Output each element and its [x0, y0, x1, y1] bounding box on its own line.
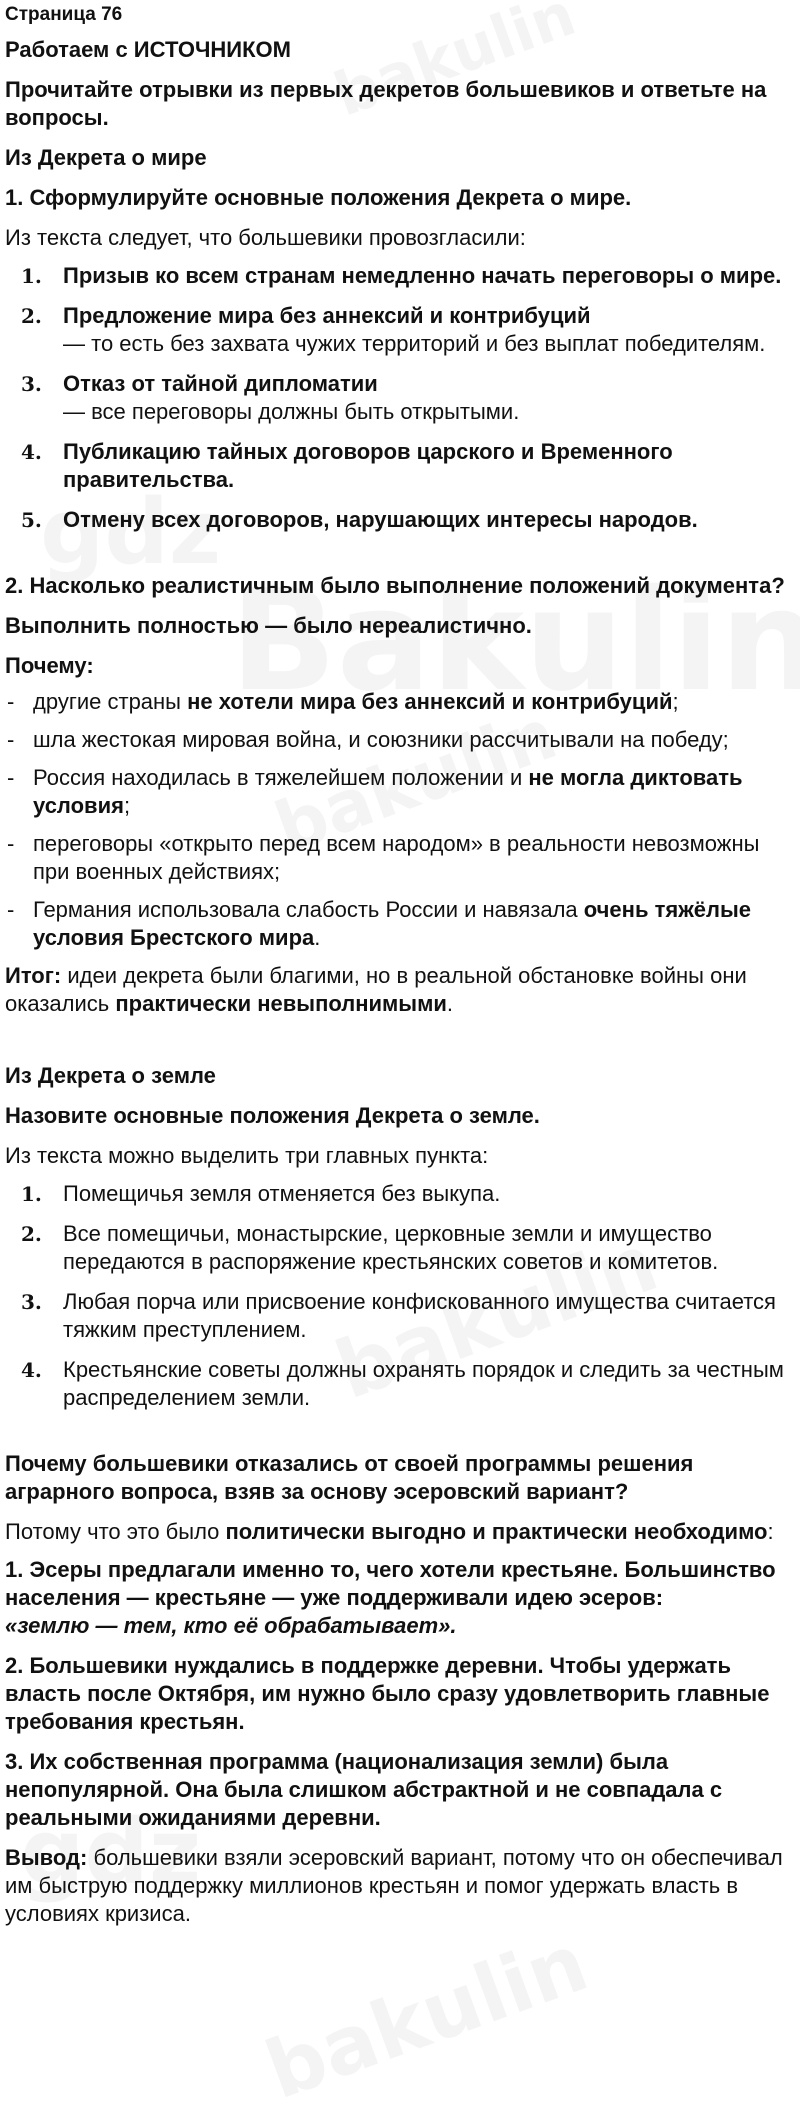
list-item: 2. Все помещичьи, монастырские, церковные земли и имущество передаются в распоряжение крестьянских советов и комитетов.	[21, 1221, 719, 1274]
agrarian-question: Почему большевики отказались от своей программы решения аграрного вопроса, взяв за основу эсеровский вариант?	[5, 1451, 694, 1504]
agrarian-intro: Потому что это было политически выгодно и практически необходимо:	[5, 1519, 774, 1544]
task-text: Прочитайте отрывки из первых декретов большевиков и ответьте на вопросы.	[5, 77, 767, 130]
list-number: 5.	[21, 508, 42, 532]
land-intro: Из текста можно выделить три главных пункта:	[5, 1143, 489, 1168]
list-number: 3.	[21, 1290, 42, 1314]
peace-provisions-list	[5, 262, 795, 534]
list-number: 4.	[21, 1358, 42, 1382]
list-number: 3.	[21, 372, 42, 396]
peace-question-2: 2. Насколько реалистичным было выполнение положений документа?	[5, 573, 785, 598]
agrarian-point-3: 3. Их собственная программа (национализация земли) была непопулярной. Она была слишком абстрактной и не совпадала с реальными ожиданиями деревни.	[5, 1749, 723, 1830]
peace-decree-heading: Из Декрета о мире	[5, 145, 207, 170]
list-item: - переговоры «открыто перед всем народом» в реальности невозможны при военных действиях;	[7, 831, 760, 884]
list-item: 1. Призыв ко всем странам немедленно начать переговоры о мире.	[21, 263, 782, 288]
reasons-list	[5, 688, 795, 952]
section-heading: Работаем с ИСТОЧНИКОМ	[5, 37, 291, 62]
land-decree-heading: Из Декрета о земле	[5, 1063, 216, 1088]
peace-summary: Итог: идеи декрета были благими, но в реальной обстановке войны они оказались практически невыполнимыми.	[5, 963, 747, 1016]
list-item: - Германия использовала слабость России и навязала очень тяжёлые условия Брестского мира.	[7, 897, 752, 950]
list-number: 1.	[21, 1182, 42, 1206]
list-number: 1.	[21, 264, 42, 288]
peace-intro: Из текста следует, что большевики провозгласили:	[5, 225, 526, 250]
why-label: Почему:	[5, 653, 94, 678]
list-number: 2.	[21, 1222, 42, 1246]
agrarian-conclusion: Вывод: большевики взяли эсеровский вариант, потому что он обеспечивал им быструю поддержку миллионов крестьян и помог удержать власть в условиях кризиса.	[5, 1845, 783, 1926]
peace-question-1: 1. Сформулируйте основные положения Декрета о мире.	[5, 185, 632, 210]
list-item: - другие страны не хотели мира без аннексий и контрибуций;	[7, 689, 679, 714]
list-item: 3. Отказ от тайной дипломатии — все переговоры должны быть открытыми.	[21, 371, 520, 424]
land-provisions-list	[5, 1180, 795, 1412]
peace-answer: Выполнить полностью — было нереалистично.	[5, 613, 532, 638]
agrarian-quote: «землю — тем, кто её обрабатывает».	[5, 1613, 457, 1638]
list-number: 4.	[21, 440, 42, 464]
list-item: - шла жестокая мировая война, и союзники рассчитывали на победу;	[7, 727, 729, 752]
list-item: 2. Предложение мира без аннексий и контрибуций — то есть без захвата чужих территорий и без выплат победителям.	[21, 303, 766, 356]
list-item: - Россия находилась в тяжелейшем положении и не могла диктовать условия;	[7, 765, 743, 818]
list-item: 4. Публикацию тайных договоров царского и Временного правительства.	[21, 439, 673, 492]
list-item: 3. Любая порча или присвоение конфискованного имущества считается тяжким преступлением.	[21, 1289, 776, 1342]
list-number: 2.	[21, 304, 42, 328]
agrarian-point-1: 1. Эсеры предлагали именно то, чего хотели крестьяне. Большинство населения — крестьяне — уже поддерживали идею эсеров: «землю — тем, кто её обрабатывает».	[5, 1557, 776, 1638]
page-number-title: Страница 76	[5, 4, 123, 25]
list-item: 4. Крестьянские советы должны охранять порядок и следить за честным распределением земли.	[21, 1357, 784, 1410]
list-item: 1. Помещичья земля отменяется без выкупа.	[21, 1181, 501, 1206]
land-question: Назовите основные положения Декрета о земле.	[5, 1103, 540, 1128]
watermark-7	[254, 1916, 599, 2117]
agrarian-point-2: 2. Большевики нуждались в поддержке деревни. Чтобы удержать власть после Октября, им нужно было сразу удовлетворить главные требования крестьян.	[5, 1653, 770, 1734]
list-item: 5. Отмену всех договоров, нарушающих интересы народов.	[21, 507, 698, 532]
